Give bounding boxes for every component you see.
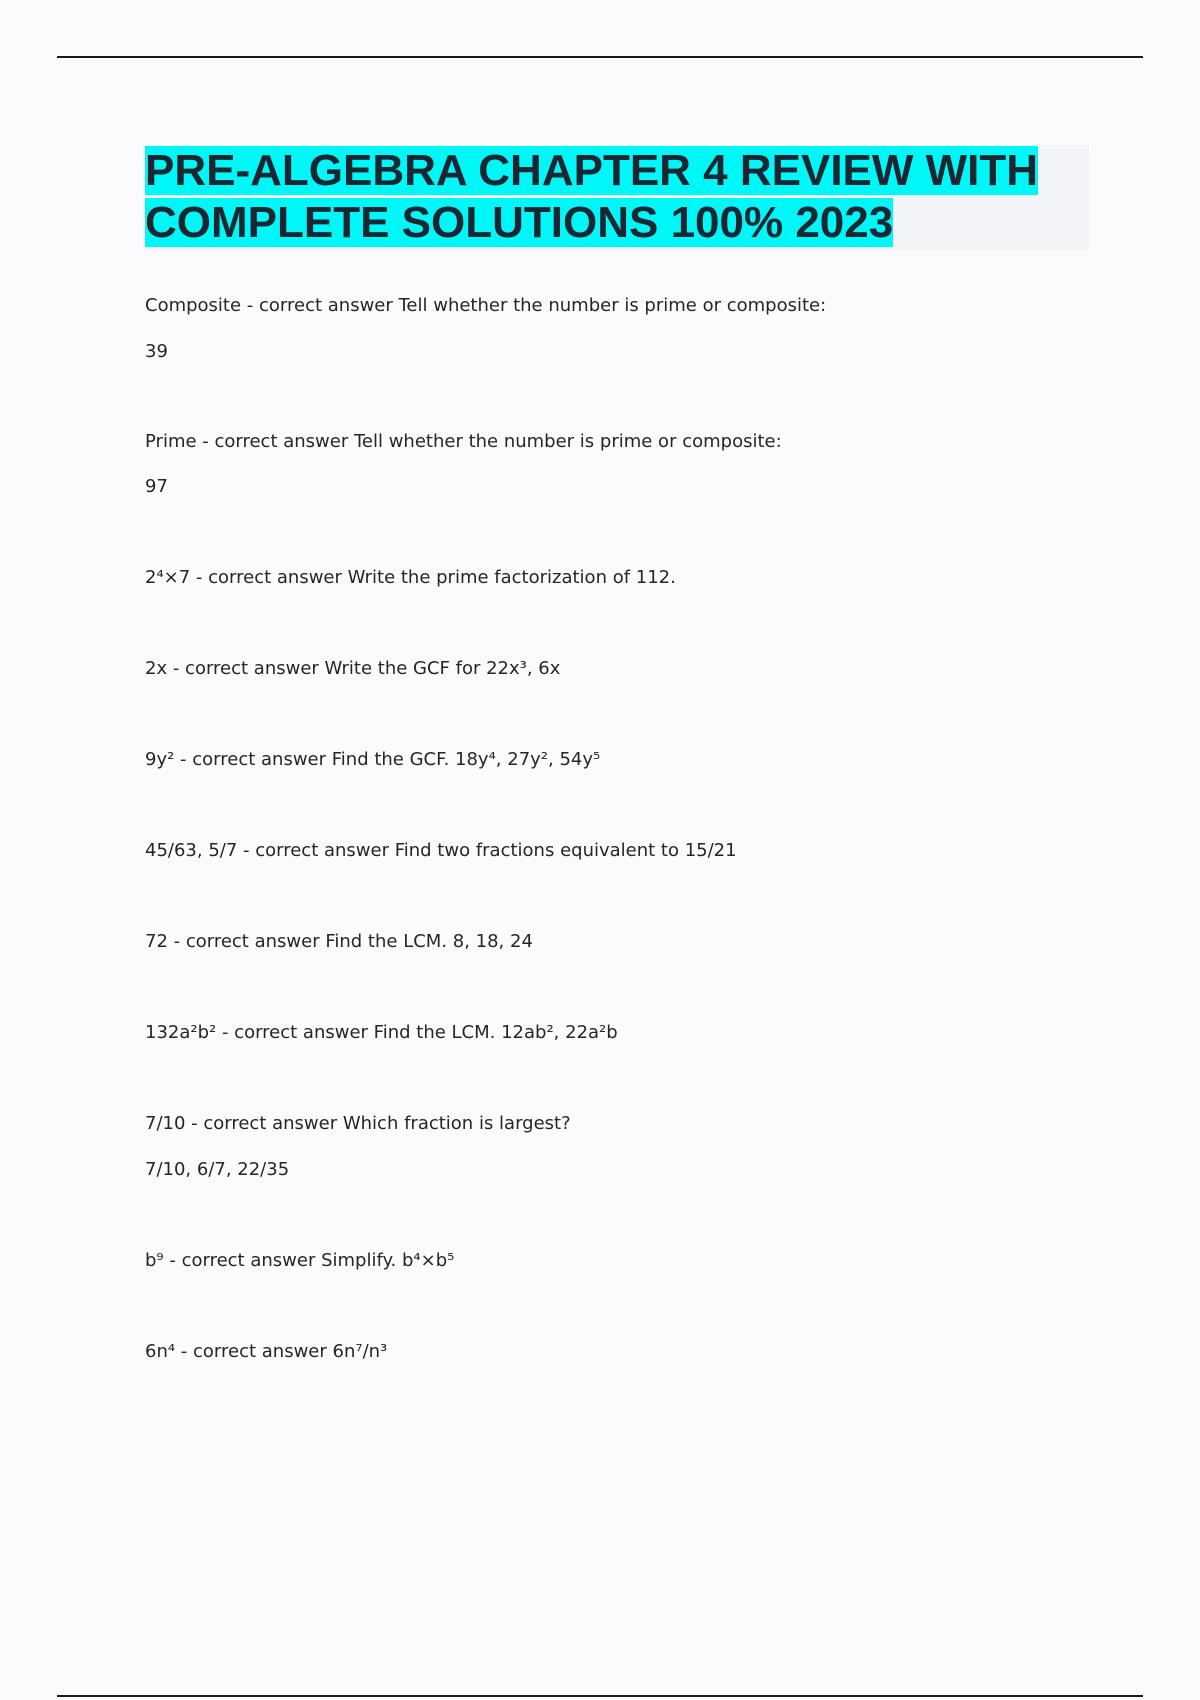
title-line-2: COMPLETE SOLUTIONS 100% 2023 (145, 198, 894, 247)
qa-item-8: 132a²b² - correct answer Find the LCM. 12ab², 22a²b (145, 1022, 618, 1043)
qa-item-2: Prime - correct answer Tell whether the number is prime or composite: (145, 431, 782, 452)
document-title (145, 145, 1085, 249)
top-rule (57, 56, 1143, 58)
qa-item-9-detail: 7/10, 6/7, 22/35 (145, 1159, 290, 1180)
qa-item-4: 2x - correct answer Write the GCF for 22x³, 6x (145, 658, 561, 679)
qa-item-1-detail: 39 (145, 341, 168, 362)
bottom-rule (57, 1695, 1143, 1697)
title-line-1: PRE-ALGEBRA CHAPTER 4 REVIEW WITH (145, 146, 1039, 195)
qa-item-6: 45/63, 5/7 - correct answer Find two fractions equivalent to 15/21 (145, 840, 737, 861)
qa-item-3: 2⁴×7 - correct answer Write the prime factorization of 112. (145, 567, 676, 588)
qa-item-2-detail: 97 (145, 476, 168, 497)
qa-item-10: b⁹ - correct answer Simplify. b⁴×b⁵ (145, 1250, 455, 1271)
qa-item-11: 6n⁴ - correct answer 6n⁷/n³ (145, 1341, 388, 1362)
qa-item-5: 9y² - correct answer Find the GCF. 18y⁴, 27y², 54y⁵ (145, 749, 601, 770)
qa-item-1: Composite - correct answer Tell whether the number is prime or composite: (145, 295, 827, 316)
qa-item-7: 72 - correct answer Find the LCM. 8, 18, 24 (145, 931, 533, 952)
qa-item-9: 7/10 - correct answer Which fraction is largest? (145, 1113, 571, 1134)
